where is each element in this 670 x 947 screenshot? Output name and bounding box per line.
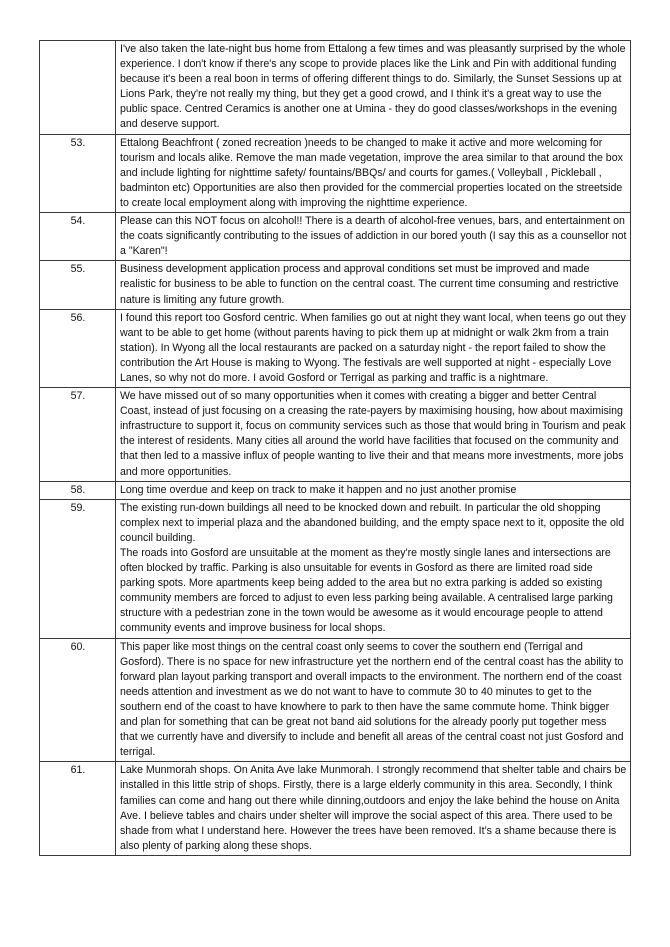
submission-number: 58. bbox=[40, 481, 116, 499]
submission-row bbox=[40, 638, 631, 762]
submission-row bbox=[40, 762, 631, 856]
submissions-table bbox=[39, 40, 631, 856]
submission-paragraph: We have missed out of so many opportunities when it comes with creating a bigger and better Central Coast, instead of just focusing on a creasing the rate-payers by maximising housing, how about maximising infrastructure to support it, focus on community services such as those that would bring in Tourism and peak the interest of residents. Many cities all around the world have facilities that focused on the community and that then led to a massive influx of people wanting to live their and that means more investments, more jobs and more opportunities. bbox=[120, 390, 626, 478]
submission-text bbox=[116, 261, 631, 309]
submission-row bbox=[40, 388, 631, 482]
submission-number: 55. bbox=[40, 261, 116, 309]
submission-number: 61. bbox=[40, 762, 116, 856]
submission-text bbox=[116, 213, 631, 261]
submission-text bbox=[116, 762, 631, 856]
submission-row bbox=[40, 134, 631, 212]
submission-number: 60. bbox=[40, 638, 116, 762]
submission-row bbox=[40, 213, 631, 261]
submission-text bbox=[116, 41, 631, 135]
submission-paragraph: I found this report too Gosford centric. When families go out at night they want local, when teens go out they want to be able to get home (without parents having to pick them up at midnight or walk 2km from a train station). In Wyong all the local restaurants are packed on a saturday night - the report failed to show the contribution the Art House is making to Wyong. The festivals are well supported at night - especially Love Lanes, so why not do more. I avoid Gosford or Terrigal as parking and traffic is a nightmare. bbox=[120, 311, 626, 384]
submission-number: 57. bbox=[40, 388, 116, 482]
document-page bbox=[39, 40, 631, 856]
submission-text bbox=[116, 481, 631, 499]
submission-number: 59. bbox=[40, 499, 116, 638]
submission-paragraph: The roads into Gosford are unsuitable at the moment as they're mostly single lanes and intersections are often blocked by traffic. Parking is also unsuitable for events in Gosford as there are limited road side parking spots. More apartments keep being added to the area but no extra parking is added so existing community members are forced to adjust to even less parking being available. A centralised large parking structure with a pedestrian zone in the town would be awesome as it would encourage people to attend community events and improve business for local shops. bbox=[120, 547, 613, 635]
submission-row bbox=[40, 261, 631, 309]
submission-paragraph: I've also taken the late-night bus home from Ettalong a few times and was pleasantly surprised by the whole experience. I don't know if there's any scope to provide places like the Link and Pin with additional funding because it's been a real boon in terms of offering different things to do. Similarly, the Sunset Sessions up at Lions Park, they're not really my thing, but they get a good crowd, and I think it's a great way to use the public space. Centred Ceramics is another one at Umina - they do good classes/workshops in the evening and deserve support. bbox=[120, 43, 626, 131]
submission-text bbox=[116, 309, 631, 387]
submission-text bbox=[116, 638, 631, 762]
submission-row bbox=[40, 499, 631, 638]
submission-paragraph: The existing run-down buildings all need to be knocked down and rebuilt. In particular the old shopping complex next to imperial plaza and the abandoned building, and the empty space next to it, opposite the old council building. bbox=[120, 501, 625, 544]
submission-paragraph: Ettalong Beachfront ( zoned recreation )needs to be changed to make it active and more welcoming for tourism and locals alike. Remove the man made vegetation, improve the area similar to that around the box and include lighting for nighttime safety/ fountains/BBQs/ and courts for games.( Volleyball , Pickleball , badminton etc) Opportunities are also then provided for the commercial properties located on the streetside to create local employment along with improving the nighttime experience. bbox=[120, 136, 623, 209]
submission-number: 53. bbox=[40, 134, 116, 212]
submission-number: 54. bbox=[40, 213, 116, 261]
submission-paragraph: Long time overdue and keep on track to make it happen and no just another promise bbox=[120, 483, 517, 496]
submission-text bbox=[116, 499, 631, 638]
submission-number bbox=[40, 41, 116, 135]
submission-paragraph: This paper like most things on the central coast only seems to cover the southern end (Terrigal and Gosford). There is no space for new infrastructure yet the northern end of the central coast has the ability to forward plan layout parking transport and overall impacts to the environment. The northern end of the coast needs attention and investment as we do not want to have to commute 30 to 40 minutes to get to the southern end of the coast to have knowhere to park to then have the same commute home. Think bigger and plan for something that can be great not band aid solutions for the already poorly put together mess that we currently have and diversify to include and benefit all areas of the central coast not just Gosford and terrigal. bbox=[120, 640, 624, 759]
submission-text bbox=[116, 388, 631, 482]
submission-paragraph: Business development application process and approval conditions set must be improved and made realistic for business to be able to function on the central coast. The current time consuming and restrictive nature is limiting any future growth. bbox=[120, 263, 619, 306]
submission-paragraph: Lake Munmorah shops. On Anita Ave lake Munmorah. I strongly recommend that shelter table and chairs be installed in this little strip of shops. Firstly, there is a large elderly community in this area. Secondly, I think families can come and hang out there while dinning,outdoors and enjoy the lake behind the house on Anita Ave. I believe tables and chairs under shelter will improve the social aspect of this area. There used to be shade from what I understand here. However the trees have been removed. It’s a shame because there is also plenty of parking along these shops. bbox=[120, 764, 627, 852]
submission-text bbox=[116, 134, 631, 212]
submission-row bbox=[40, 41, 631, 135]
submission-number: 56. bbox=[40, 309, 116, 387]
submission-row bbox=[40, 309, 631, 387]
submission-row bbox=[40, 481, 631, 499]
submission-paragraph: Please can this NOT focus on alcohol!! There is a dearth of alcohol-free venues, bars, and entertainment on the coats significantly contributing to the issues of addiction in our bored youth (I say this as a counsellor not a "Karen"! bbox=[120, 215, 627, 258]
